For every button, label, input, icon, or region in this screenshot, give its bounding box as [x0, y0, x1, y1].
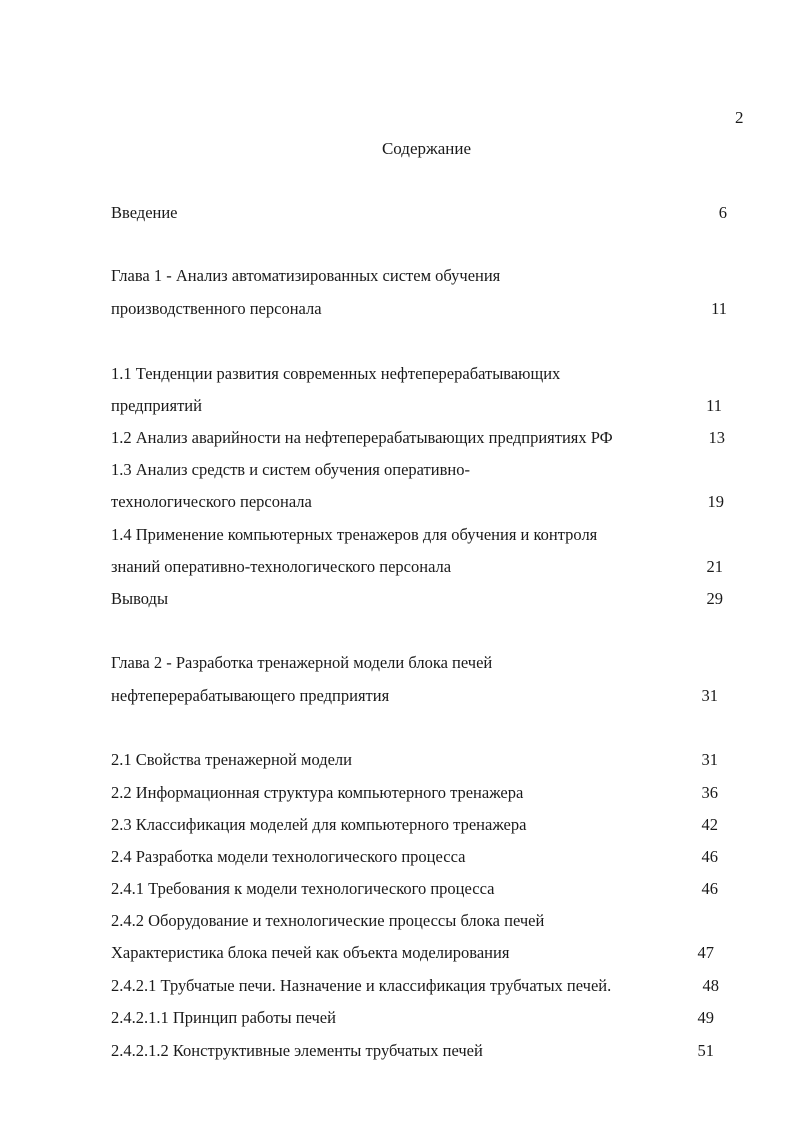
toc-entry-text: 2.4 Разработка модели технологического процесса [111, 847, 466, 866]
toc-entry-text: 2.4.2.1.1 Принцип работы печей [111, 1008, 336, 1027]
toc-entry-page: 46 [701, 879, 718, 898]
toc-entry-text: 1.4 Применение компьютерных тренажеров для обучения и контроля [111, 525, 598, 544]
toc-entry-page: 49 [697, 1008, 714, 1027]
toc-entry-page: 46 [701, 847, 718, 866]
toc-entry-text: Глава 2 - Разработка тренажерной модели блока печей [111, 653, 493, 672]
toc-entry-text: знаний оперативно-технологического персонала [111, 557, 452, 576]
toc-entry-page: 19 [707, 492, 724, 511]
toc-entry-text: 2.3 Классификация моделей для компьютерного тренажера [111, 815, 527, 834]
toc-entry-page: 48 [702, 976, 719, 995]
toc-entry-text: производственного персонала [111, 299, 322, 318]
toc-entry-page: 6 [718, 203, 727, 222]
toc-entry-page: 47 [697, 943, 714, 962]
toc-entry-text: Характеристика блока печей как объекта моделирования [111, 943, 510, 962]
toc-entry-text: 2.4.2.1.2 Конструктивные элементы трубчатых печей [111, 1041, 483, 1060]
toc-entry-text: 2.4.2 Оборудование и технологические процессы блока печей [111, 911, 545, 930]
page-number: 2 [735, 108, 744, 127]
toc-entry-text: Введение [111, 203, 178, 222]
toc-entry-text: предприятий [111, 396, 202, 415]
toc-entry-text: технологического персонала [111, 492, 312, 511]
toc-entry-text: 2.2 Информационная структура компьютерного тренажера [111, 783, 524, 802]
toc-entry-text: 2.1 Свойства тренажерной модели [111, 750, 352, 769]
toc-entry-page: 13 [708, 428, 725, 447]
toc-entry-text: 1.3 Анализ средств и систем обучения оперативно- [111, 460, 470, 479]
toc-entry-text: Глава 1 - Анализ автоматизированных систем обучения [111, 266, 501, 285]
toc-entry-text: 1.1 Тенденции развития современных нефтеперерабатывающих [111, 364, 561, 383]
toc-entry-text: нефтеперерабатывающего предприятия [111, 686, 390, 705]
toc-entry-text: Выводы [111, 589, 169, 608]
toc-entry-page: 21 [706, 557, 723, 576]
toc-entry-page: 11 [706, 396, 722, 415]
toc-entry-page: 42 [701, 815, 718, 834]
toc-entry-text: 1.2 Анализ аварийности на нефтеперерабатывающих предприятиях РФ [111, 428, 613, 447]
page-title: Содержание [381, 139, 472, 158]
toc-entry-page: 36 [701, 783, 718, 802]
toc-entry-page: 31 [701, 686, 718, 705]
toc-entry-text: 2.4.2.1 Трубчатые печи. Назначение и классификация трубчатых печей. [111, 976, 612, 995]
toc-entry-text: 2.4.1 Требования к модели технологического процесса [111, 879, 495, 898]
toc-entry-page: 29 [706, 589, 723, 608]
toc-entry-page: 31 [701, 750, 718, 769]
toc-entry-page: 11 [711, 299, 727, 318]
toc-entry-page: 51 [697, 1041, 714, 1060]
